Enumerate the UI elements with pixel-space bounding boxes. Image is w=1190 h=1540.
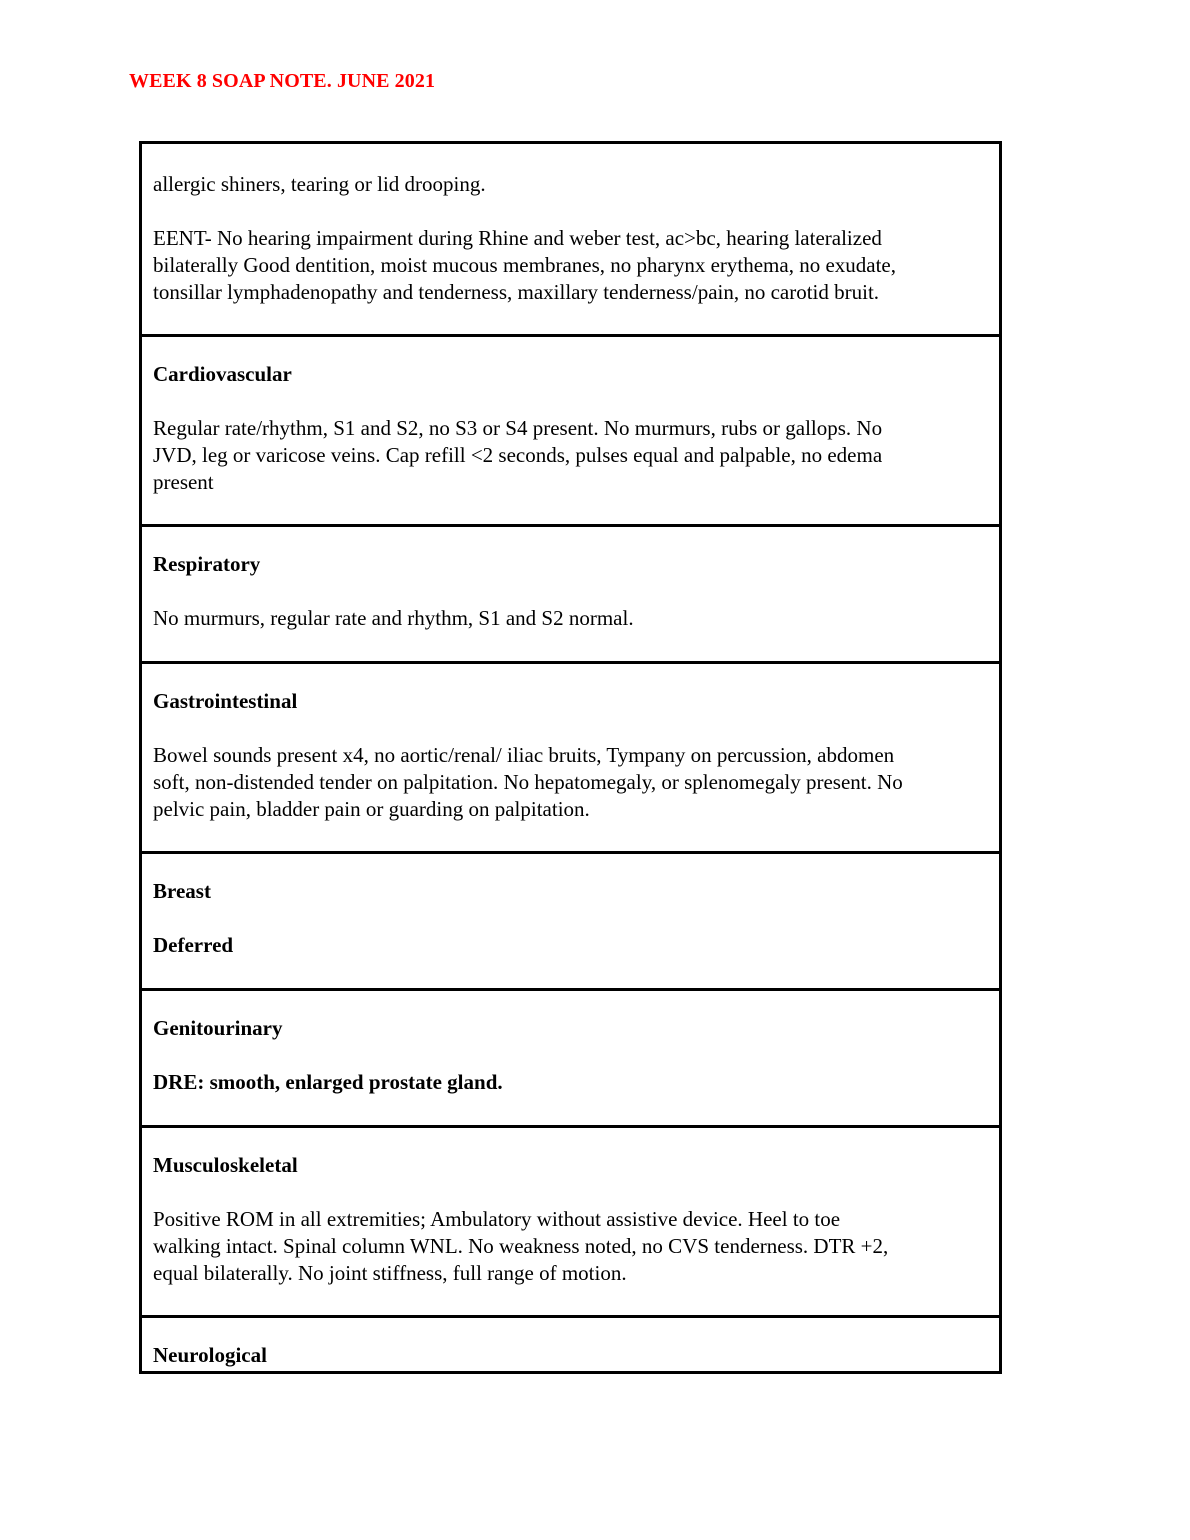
- document-title: WEEK 8 SOAP NOTE. JUNE 2021: [129, 70, 436, 92]
- section-eent: [142, 144, 999, 337]
- genitourinary-heading: Genitourinary: [153, 1016, 283, 1040]
- cardiovascular-body-line: Regular rate/rhythm, S1 and S2, no S3 or S4 present. No murmurs, rubs or gallops. No: [153, 416, 883, 440]
- gastrointestinal-body-line: soft, non-distended tender on palpitation. No hepatomegaly, or splenomegaly present. No: [153, 770, 903, 794]
- breast-body: Deferred: [153, 933, 234, 957]
- section-gastrointestinal: [142, 661, 999, 854]
- gastrointestinal-body-line: pelvic pain, bladder pain or guarding on palpitation.: [153, 797, 590, 821]
- section-cardiovascular: [142, 334, 999, 527]
- respiratory-body-line: No murmurs, regular rate and rhythm, S1 and S2 normal.: [153, 606, 634, 630]
- section-neurological: [142, 1315, 999, 1371]
- section-breast: [142, 851, 999, 991]
- cardiovascular-heading: Cardiovascular: [153, 362, 292, 386]
- section-genitourinary: [142, 988, 999, 1128]
- cardiovascular-body-line: present: [153, 470, 214, 494]
- breast-heading: Breast: [153, 879, 211, 903]
- musculoskeletal-body-line: equal bilaterally. No joint stiffness, full range of motion.: [153, 1261, 627, 1285]
- section-musculoskeletal: [142, 1125, 999, 1318]
- eent-body-line: bilaterally Good dentition, moist mucous membranes, no pharynx erythema, no exudate,: [153, 253, 896, 277]
- musculoskeletal-heading: Musculoskeletal: [153, 1153, 298, 1177]
- musculoskeletal-body-line: Positive ROM in all extremities; Ambulatory without assistive device. Heel to toe: [153, 1207, 841, 1231]
- gastrointestinal-body-line: Bowel sounds present x4, no aortic/renal/ iliac bruits, Tympany on percussion, abdomen: [153, 743, 895, 767]
- musculoskeletal-body-line: walking intact. Spinal column WNL. No weakness noted, no CVS tenderness. DTR +2,: [153, 1234, 889, 1258]
- soap-note-table: [139, 141, 1002, 1374]
- respiratory-heading: Respiratory: [153, 552, 261, 576]
- neurological-heading: Neurological: [153, 1343, 267, 1367]
- eent-body-line: EENT- No hearing impairment during Rhine and weber test, ac>bc, hearing lateralized: [153, 226, 882, 250]
- gastrointestinal-heading: Gastrointestinal: [153, 689, 298, 713]
- cardiovascular-body-line: JVD, leg or varicose veins. Cap refill <2 seconds, pulses equal and palpable, no edema: [153, 443, 883, 467]
- genitourinary-body: DRE: smooth, enlarged prostate gland.: [153, 1070, 503, 1094]
- section-respiratory: [142, 524, 999, 664]
- eent-body-line: tonsillar lymphadenopathy and tenderness, maxillary tenderness/pain, no carotid bruit.: [153, 280, 880, 304]
- eent-intro-line: allergic shiners, tearing or lid drooping.: [153, 172, 486, 196]
